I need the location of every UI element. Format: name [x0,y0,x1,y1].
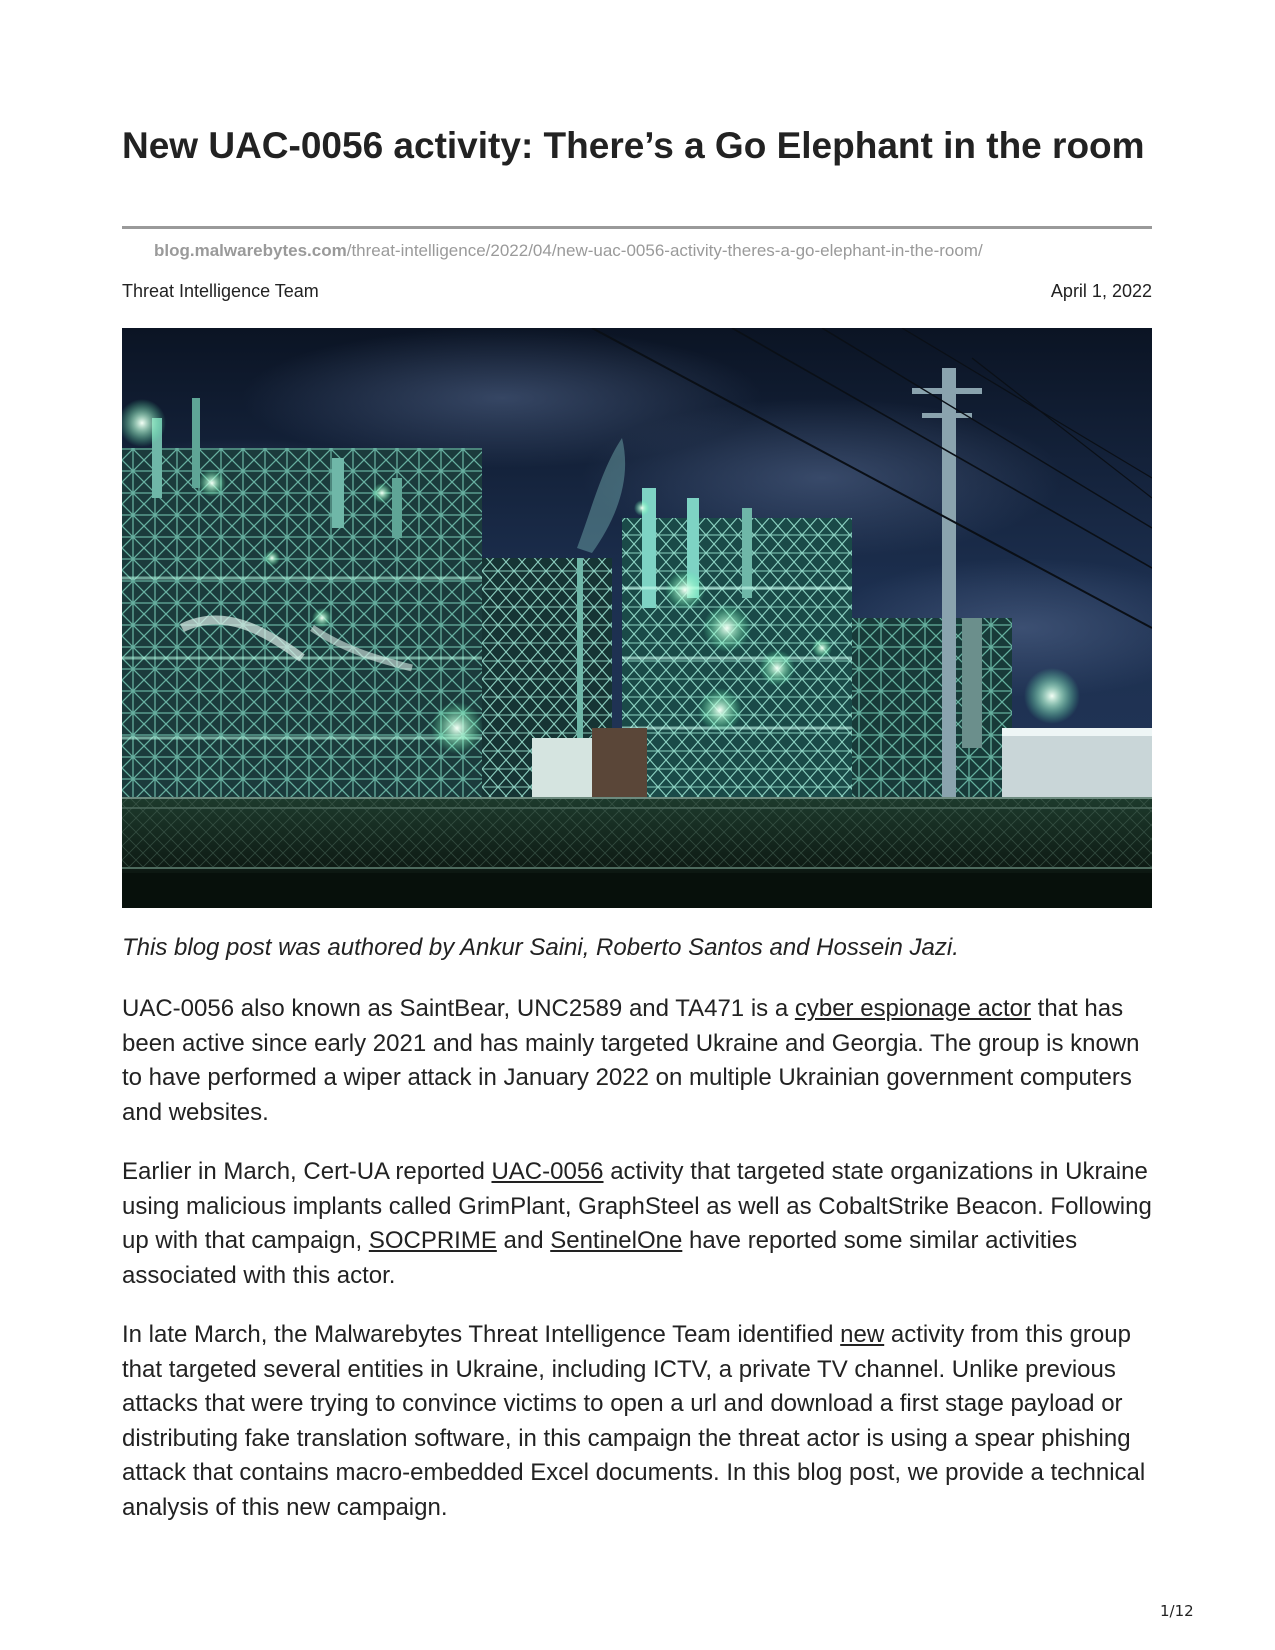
link-socprime[interactable]: SOCPRIME [368,1227,497,1254]
link-cyber-espionage-actor[interactable]: cyber espionage actor [794,995,1031,1022]
paragraph-1-text-b: that has been active since early 2021 and has mainly targeted Ukraine and Georgia. The group is known to have performed a wiper attack in January 2022 on multiple Ukrainian government computers and websites. [122,995,1140,1126]
paragraph-3 [122,1318,1152,1525]
paragraph-1 [122,992,1152,1130]
paragraph-3-text-a: In late March, the Malwarebytes Threat Intelligence Team identified [122,1321,841,1348]
source-url[interactable] [154,240,983,262]
industrial-plant-night-photo-icon [122,328,1152,908]
link-new[interactable]: new [840,1321,885,1348]
publish-date: April 1, 2022 [1050,281,1152,301]
page-number: 1/12 [1160,1602,1194,1620]
source-domain: blog.malwarebytes.com [154,241,347,260]
article-title: New UAC-0056 activity: There’s a Go Elephant in the room [122,125,1145,166]
title-divider [122,226,1152,229]
paragraph-3-text-b: activity from this group that targeted several entities in Ukraine, including ICTV, a private TV channel. Unlike previous attacks that were trying to convince victims to open a url and download a first stage payload or distributing fake translation software, in this campaign the threat actor is using a spear phishing attack that contains macro-embedded Excel documents. In this blog post, we provide a technical analysis of this new campaign. [122,1321,1146,1521]
link-sentinelone[interactable]: SentinelOne [550,1227,683,1254]
link-uac-0056[interactable]: UAC-0056 [491,1158,604,1185]
byline [122,280,1152,302]
author-credit-caption: This blog post was authored by Ankur Saini, Roberto Santos and Hossein Jazi. [122,934,959,961]
paragraph-2 [122,1155,1152,1293]
source-path: /threat-intelligence/2022/04/new-uac-0056-activity-theres-a-go-elephant-in-the-room/ [346,241,983,260]
paragraph-1-text-a: UAC-0056 also known as SaintBear, UNC2589 and TA471 is a [122,995,795,1022]
paragraph-2-text-c: and [496,1227,551,1254]
paragraph-2-text-a: Earlier in March, Cert-UA reported [122,1158,492,1185]
author: Threat Intelligence Team [122,281,319,301]
paragraph-2-text-d: have reported some similar activities associated with this actor. [122,1227,1078,1289]
paragraph-2-text-b: activity that targeted state organizations in Ukraine using malicious implants called GrimPlant, GraphSteel as well as CobaltStrike Beacon. Following up with that campaign, [122,1158,1152,1254]
